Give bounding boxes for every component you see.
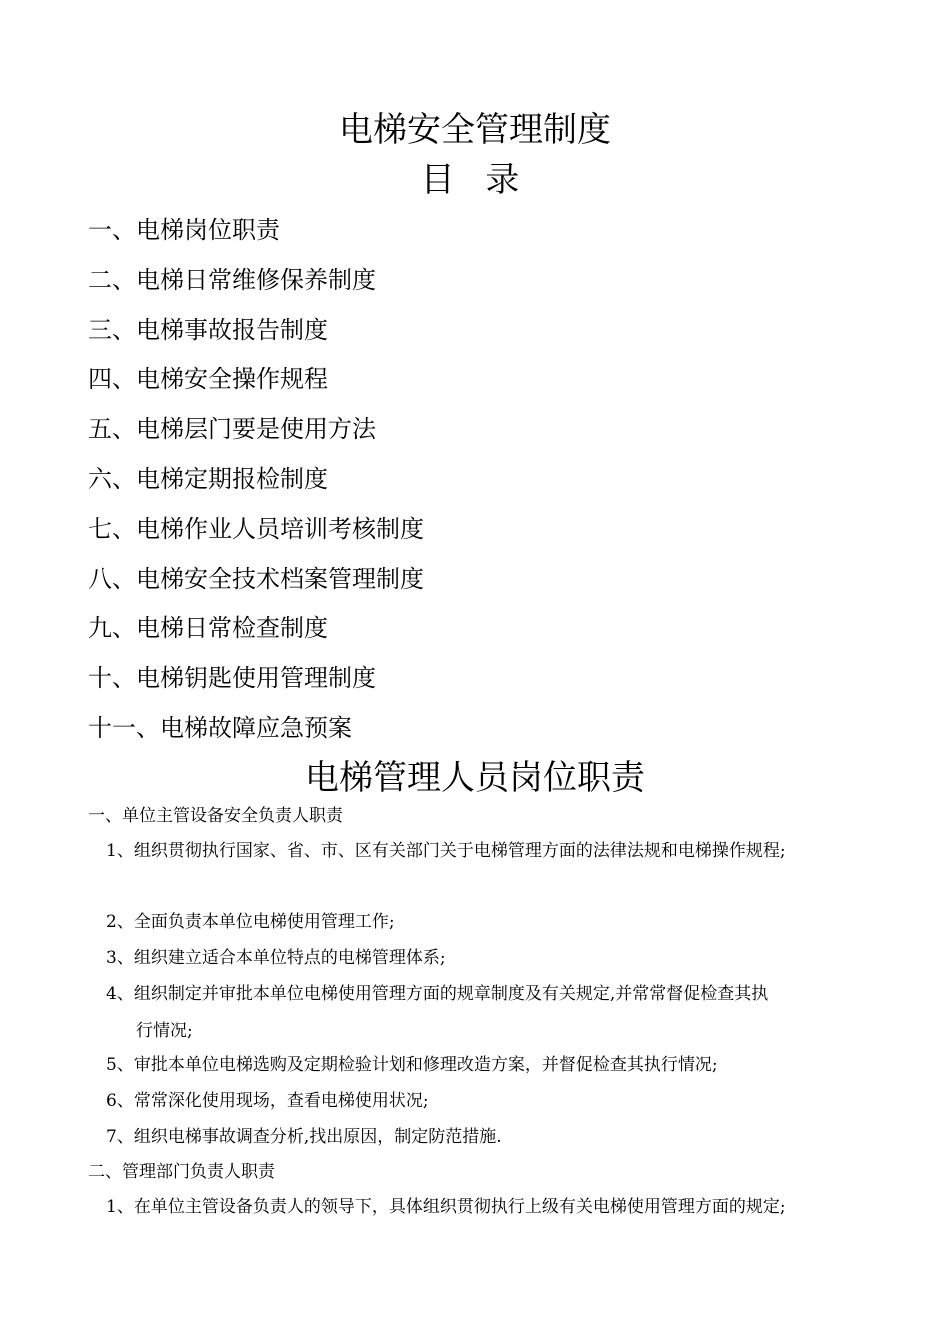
toc-item: 十、电梯钥匙使用管理制度	[88, 664, 376, 693]
list-item: 1、在单位主管设备负责人的领导下，具体组织贯彻执行上级有关电梯使用管理方面的规定;	[106, 1197, 786, 1217]
list-item: 5、审批本单位电梯选购及定期检验计划和修理改造方案，并督促检查其执行情况;	[106, 1055, 718, 1075]
list-item-continuation: 行情况;	[136, 1021, 193, 1041]
toc-item: 十一、电梯故障应急预案	[88, 713, 352, 742]
toc-item: 五、电梯层门要是使用方法	[88, 415, 376, 444]
toc-item: 九、电梯日常检查制度	[88, 614, 328, 643]
toc-item: 二、电梯日常维修保养制度	[88, 265, 376, 294]
list-item: 3、组织建立适合本单位特点的电梯管理体系;	[106, 948, 446, 968]
section-title: 电梯管理人员岗位职责	[305, 758, 645, 798]
document-title: 电梯安全管理制度	[339, 110, 611, 150]
list-item: 6、常常深化使用现场，查看电梯使用状况;	[106, 1091, 429, 1111]
list-item: 2、全面负责本单位电梯使用管理工作;	[106, 912, 395, 932]
list-item: 7、组织电梯事故调查分析,找出原因，制定防范措施.	[106, 1127, 502, 1147]
toc-title: 目 录	[420, 160, 530, 200]
part1-heading: 一、单位主管设备安全负责人职责	[88, 806, 343, 826]
toc-item: 六、电梯定期报检制度	[88, 464, 328, 493]
toc-item: 七、电梯作业人员培训考核制度	[88, 514, 424, 543]
table-of-contents	[88, 212, 424, 760]
list-item: 4、组织制定并审批本单位电梯使用管理方面的规章制度及有关规定,并常常督促检查其执	[106, 984, 769, 1004]
part2-heading: 二、管理部门负责人职责	[88, 1162, 275, 1182]
list-item: 1、组织贯彻执行国家、省、市、区有关部门关于电梯管理方面的法律法规和电梯操作规程;	[106, 841, 786, 861]
toc-item: 三、电梯事故报告制度	[88, 315, 328, 344]
toc-item: 一、电梯岗位职责	[88, 216, 280, 244]
toc-item: 四、电梯安全操作规程	[88, 365, 328, 394]
toc-item: 八、电梯安全技术档案管理制度	[88, 564, 424, 593]
